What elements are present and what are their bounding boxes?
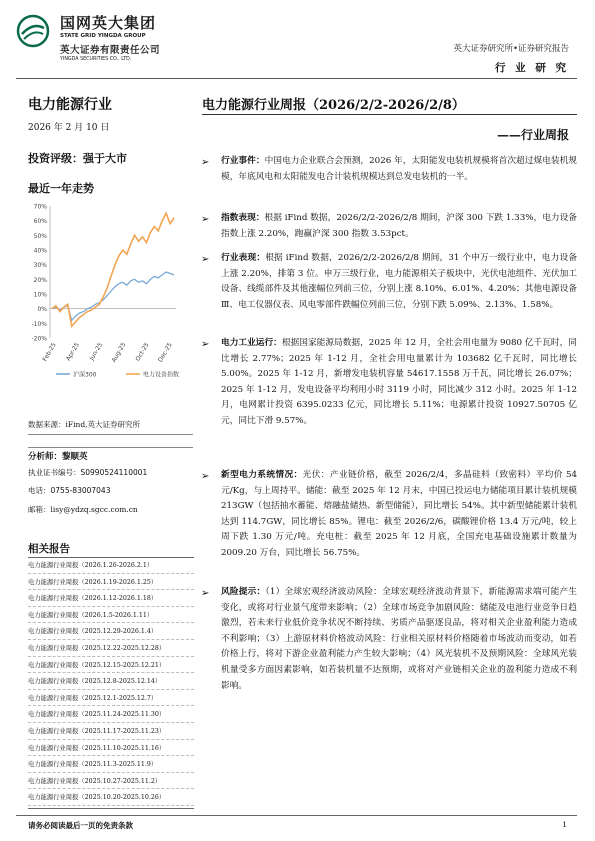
divider [28,739,194,740]
section-index-performance [221,211,577,242]
section-head: 风险提示： [221,587,266,597]
y-tick-label: 20% [33,276,47,284]
divider [28,705,194,706]
x-tick-label: Aug-25 [110,341,128,364]
section-body: 光伏：产业链价格，截至 2026/2/4，多晶硅料（致密料）平均价 54 元/Kg，与上周持平。储能：截至 2025 年 12 月末，中国已投运电力储能项目累计装机规模 213GW（包括抽水蓄能、熔融盐储热、新型储能），同比增长 54%。其中新型储能累计装机达到 114.7GW，同比增长 85%。锂电：截至 2026/2/6，碳酸锂价格 13.4 万元/吨，较上周下跌 1.30 万元/吨。充电桩：截至 2025 年 12 月底，全国充电基础设施累计数量为 2009.20 万台，同比增长 56.75%。 [221,470,577,558]
section-body: 中国电力企业联合会预测，2026 年，太阳能发电装机规模将首次超过煤电装机规模，年底风电和太阳能发电合计装机规模达到总发电装机的一半。 [221,156,578,182]
related-report-item[interactable]: 电力能源行业周报（2025.12.8-2025.12.14） [28,678,162,686]
industry-name: 电力能源行业 [28,97,112,113]
section-industry-performance [221,251,577,313]
related-report-item[interactable]: 电力能源行业周报（2025.12.22-2025.12.28） [28,645,166,652]
related-report-item[interactable]: 电力能源行业周报（2026.1.12-2026.1.18） [28,595,158,603]
phone: 电话：0755-83007043 [28,486,111,495]
divider [28,589,194,590]
title-divider [202,114,577,115]
related-report-item[interactable]: 电力能源行业周报（2026.1.19-2026.1.25） [28,578,158,586]
section-head: 指数表现： [221,213,265,223]
company-name-cn: 国网英大集团 [60,14,157,32]
series-line [52,272,174,320]
x-tick-label: Apr-25 [64,341,81,363]
related-report-item[interactable]: 电力能源行业周报（2025.12.15-2025.12.21） [28,661,166,669]
y-tick-label: -20% [31,335,47,343]
x-tick-label: Dec-25 [156,341,174,364]
email[interactable]: 邮箱：lisy@ydzq.sgcc.com.cn [28,505,138,514]
bullet-arrow-icon: ➢ [201,339,210,350]
section-new-power-system [221,468,577,562]
divider [28,622,194,623]
bullet-arrow-icon: ➢ [201,214,210,225]
y-tick-label: 0% [37,306,47,314]
section-industry-event [221,154,577,185]
footer-divider [16,815,577,816]
related-report-item[interactable]: 电力能源行业周报（2025.11.24-2025.11.30） [28,711,166,719]
disclaimer-notice: 请务必阅读最后一页的免责条款 [28,821,133,830]
related-report-item[interactable]: 电力能源行业周报（2025.11.17-2025.11.23） [28,728,166,735]
header-divider [16,78,577,79]
data-source: 数据来源：iFind,英大证券研究所 [28,420,141,429]
y-tick-label: -10% [31,320,47,328]
y-tick-label: 60% [33,218,47,226]
report-subtitle: ——行业周报 [496,128,569,142]
legend-label: 沪深300 [73,371,97,379]
related-report-item[interactable]: 电力能源行业周报（2025.11.10-2025.11.16） [28,744,166,752]
bullet-arrow-icon: ➢ [201,157,210,168]
divider [28,805,194,806]
analyst-name: 分析师：黎顺英 [28,452,88,462]
x-tick-label: Oct-25 [134,341,151,363]
related-report-item[interactable]: 电力能源行业周报（2025.12.1-2025.12.7） [28,694,158,702]
section-power-industry [221,336,577,430]
report-date: 2026 年 2 月 10 日 [28,123,110,133]
divider [28,606,194,607]
x-tick-label: Jun-25 [88,341,105,362]
legend-label: 电力设备指数 [143,371,180,379]
section-head: 行业事件： [221,156,265,166]
y-tick-label: 30% [33,262,47,270]
divider [28,689,194,690]
company-name-en: STATE GRID YINGDA GROUP [60,33,146,39]
report-type: 行 业 研 究 [495,62,569,74]
divider [28,447,193,448]
divider [28,808,194,809]
divider [28,672,194,673]
report-title: 电力能源行业周报（2026/2/2-2026/2/8） [202,98,465,113]
y-tick-label: 50% [33,232,47,240]
trend-chart [28,198,198,413]
investment-rating: 投资评级：强于大市 [28,152,127,165]
related-report-item[interactable]: 电力能源行业周报（2025.11.3-2025.11.9） [28,761,158,769]
section-body: （1）全球宏观经济波动风险：全球宏观经济波动背景下，新能源需求端可能产生变化，或将对行业景气度带来影响；（2）全球市场竞争加剧风险：储能及电池行业竞争日趋激烈，若未来行业低价竞争状况不断持续、劣质产品驱逐良品，将对相关企业盈利能力造成不利影响；（3）上游原材料价格波动风险：行业相关原材料价格随着市场波动而变动，如若价格上行，将对下游企业盈利能力产生较大影响；（4）风光装机不及预期风险：全球风光装机量受多方面因素影响，如若装机量不达预期，或将对产业链相关企业的盈利能力造成不利影响。 [221,587,577,691]
related-report-item[interactable]: 电力能源行业周报（2026.1.26-2026.2.1） [28,562,154,569]
related-report-item[interactable]: 电力能源行业周报（2026.1.5-2026.1.11） [28,611,154,619]
related-report-item[interactable]: 电力能源行业周报（2025.10.20-2025.10.26） [28,794,166,802]
cert-number: 执业证书编号：S0990524110001 [28,468,148,477]
trend-title: 最近一年走势 [28,182,94,195]
section-body: 根据 iFind 数据，2026/2/2-2026/2/8 期间，31 个申万一级行业中，电力设备上涨 2.20%，排第 3 位。申万三级行业，电力能源相关子板块中，光伏电池组件、光伏加工设备、线缆部件及其他涨幅位列前三位，分别上涨 8.10%、6.01%、4.20%；其他电源设备Ⅲ、电工仪器仪表、风电零部件跌幅位列前三位，分别下跌 5.09%、2.13%、1.58%。 [221,253,578,310]
section-body: 根据国家能源局数据，2025 年 12 月，全社会用电量为 9080 亿千瓦时，同比增长 2.77%；2025 年 1-12 月，全社会用电量累计为 103682 亿千瓦时，同比增长 5.00%。2025 年 1-12 月，新增发电装机容量 54617.1558 万千瓦，同比增长 26.07%；2025 年 1-12 月，发电设备平均利用小时 3119 小时，同比减少 312 小时。2025 年 1-12 月，电网累计投资 6395.0233 亿元，同比增长 5.11%；电源累计投资 10927.50705 亿元，同比下滑 9.57%。 [221,338,577,426]
divider [28,755,194,756]
series-line [52,213,174,326]
divider [28,772,194,773]
divider [28,656,194,657]
divider [28,722,194,723]
divider [28,557,194,558]
divider [28,639,194,640]
divider [28,573,194,574]
related-reports-title: 相关报告 [28,543,70,555]
section-body: 根据 iFind 数据，2026/2/2-2026/2/8 期间，沪深 300 下跌 1.33%，电力设备指数上涨 2.20%，跑赢沪深 300 指数 3.53pct。 [221,213,577,239]
section-risk [221,585,577,694]
section-head: 行业表现： [221,253,266,263]
company-logo-icon [16,14,50,48]
y-tick-label: 40% [33,247,47,255]
bullet-arrow-icon: ➢ [201,254,210,265]
y-tick-label: 70% [33,203,47,211]
divider [28,434,193,435]
section-head: 电力工业运行： [221,338,282,348]
securities-name-en: YINGDA SECURITIES CO., LTD. [60,57,132,62]
bullet-arrow-icon: ➢ [201,588,210,599]
x-tick-label: Feb-25 [41,341,58,363]
page-number: 1 [562,820,567,829]
y-tick-label: 10% [33,291,47,299]
securities-name-cn: 英大证券有限责任公司 [60,45,161,56]
related-report-item[interactable]: 电力能源行业周报（2025.10.27-2025.11.2） [28,777,162,785]
header-caption: 英大证券研究所•证券研究报告 [453,44,569,54]
section-head: 新型电力系统情况： [221,470,303,480]
divider [28,788,194,789]
bullet-arrow-icon: ➢ [201,471,210,482]
related-report-item[interactable]: 电力能源行业周报（2025.12.29-2026.1.4） [28,628,158,636]
